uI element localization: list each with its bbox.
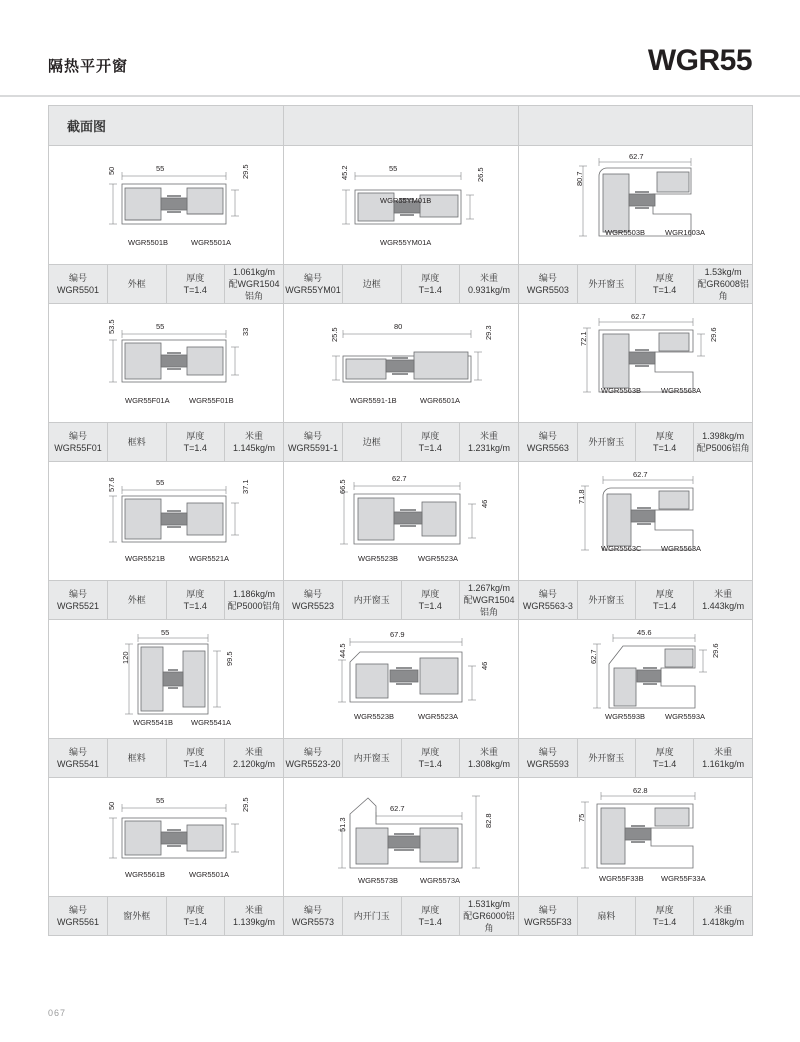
part-label-r5c3-1: WGR55F33B [599, 874, 644, 883]
dim-left-r5c1: 50 [107, 801, 116, 810]
spec-thick-r2c3: 厚度 T=1.4 [636, 423, 694, 461]
spec-weight-r3c3: 米重 1.443kg/m [694, 581, 752, 619]
dim-left-r5c2: 51.3 [338, 817, 347, 832]
spec-type-r1c3: 外开窗玉 [577, 265, 635, 303]
dim-width-r1c1: 55 [156, 164, 165, 173]
part-label-r2c3-2: WGR5563A [661, 386, 702, 395]
dim-width-r5c2: 62.7 [390, 804, 405, 813]
dim-left-r3c3: 71.8 [577, 489, 586, 504]
spec-code-r3c3: 编号 WGR5563-3 [519, 581, 577, 619]
dim-right-r2c3: 29.6 [709, 327, 718, 342]
spec-type-r1c1: 外框 [108, 265, 167, 303]
part-label-r4c1-1: WGR5541B [133, 718, 174, 727]
part-label-r4c3-1: WGR5593B [605, 712, 646, 721]
spec-type-r3c3: 外开窗玉 [577, 581, 635, 619]
spec-weight-r1c2: 米重 0.931kg/m [460, 265, 519, 303]
spec-weight-r5c1: 米重 1.139kg/m [225, 897, 284, 935]
band-label: 截面图 [49, 106, 284, 146]
part-label-r3c1-2: WGR5521A [189, 554, 230, 563]
spec-row-5 [49, 897, 753, 936]
profile-drawing-r3c1 [49, 462, 284, 581]
page-title: 隔热平开窗 [48, 58, 129, 75]
profile-drawing-r1c2 [284, 146, 519, 265]
profile-drawing-r4c3 [519, 620, 753, 739]
profile-drawing-r5c2 [284, 778, 519, 897]
spec-thick-r2c1: 厚度 T=1.4 [166, 423, 225, 461]
dim-left-r1c1: 50 [107, 166, 116, 175]
profile-drawing-r5c1 [49, 778, 284, 897]
spec-code-r5c1: 编号 WGR5561 [49, 897, 108, 935]
spec-code-r5c2: 编号 WGR5573 [284, 897, 343, 935]
dim-left-r3c1: 57.6 [107, 477, 116, 492]
spec-weight-r3c2: 1.267kg/m 配WGR1504铝角 [460, 581, 519, 619]
dim-width-r4c2: 67.9 [390, 630, 405, 639]
dim-right-r4c3: 29.6 [711, 643, 720, 658]
drawing-row-2 [49, 304, 753, 423]
spec-weight-r4c1: 米重 2.120kg/m [225, 739, 284, 777]
spec-code-r1c2: 编号 WGR55YM01 [284, 265, 343, 303]
profile-drawing-r1c1 [49, 146, 284, 265]
spec-type-r2c2: 边框 [343, 423, 402, 461]
spec-row-4 [49, 739, 753, 778]
dim-right-r4c2: 46 [480, 661, 489, 670]
spec-weight-r3c1: 1.186kg/m 配P5000铝角 [225, 581, 284, 619]
spec-code-r2c2: 编号 WGR5591-1 [284, 423, 343, 461]
spec-code-r2c1: 编号 WGR55F01 [49, 423, 108, 461]
spec-type-r3c2: 内开窗玉 [343, 581, 402, 619]
dim-width-r1c2: 55 [389, 164, 398, 173]
part-label-r5c2-2: WGR5573A [420, 876, 461, 885]
part-label-r1c3-2: WGR1603A [665, 228, 706, 237]
dim-left-r2c2: 25.5 [330, 327, 339, 342]
dim-width-r4c3: 45.6 [637, 628, 652, 637]
spec-type-r2c1: 框料 [108, 423, 167, 461]
header-divider [0, 95, 800, 97]
spec-thick-r1c3: 厚度 T=1.4 [636, 265, 694, 303]
part-label-r3c2-1: WGR5523B [358, 554, 399, 563]
dim-left-r3c2: 66.5 [338, 479, 347, 494]
spec-type-r5c1: 窗外框 [108, 897, 167, 935]
part-label-r5c1-2: WGR5501A [189, 870, 230, 879]
dim-width-r2c1: 55 [156, 322, 165, 331]
drawing-row-3 [49, 462, 753, 581]
spec-type-r3c1: 外框 [108, 581, 167, 619]
spec-type-r2c3: 外开窗玉 [577, 423, 635, 461]
band-empty-2 [519, 106, 753, 146]
dim-right-r1c2: 26.5 [476, 167, 485, 182]
dim-width-r3c1: 55 [156, 478, 165, 487]
spec-code-r4c2: 编号 WGR5523-20 [284, 739, 343, 777]
spec-code-r4c1: 编号 WGR5541 [49, 739, 108, 777]
spec-thick-r1c2: 厚度 T=1.4 [401, 265, 460, 303]
part-label-r1c2-2: WGR55YM01A [380, 238, 432, 247]
dim-right-r3c1: 37.1 [241, 479, 250, 494]
spec-weight-r2c3: 1.398kg/m 配P5006铝角 [694, 423, 752, 461]
part-label-r4c2-1: WGR5523B [354, 712, 395, 721]
dim-left-r4c2: 44.5 [338, 643, 347, 658]
dim-left-r1c2: 45.2 [340, 165, 349, 180]
profile-drawing-r1c3 [519, 146, 753, 265]
dim-right-r5c1: 29.5 [241, 797, 250, 812]
spec-thick-r3c1: 厚度 T=1.4 [166, 581, 225, 619]
spec-row-2 [49, 423, 753, 462]
spec-thick-r5c2: 厚度 T=1.4 [401, 897, 460, 935]
profile-table [48, 105, 753, 936]
spec-weight-r2c2: 米重 1.231kg/m [460, 423, 519, 461]
part-label-r1c1-1: WGR5501B [128, 238, 169, 247]
spec-weight-r5c2: 1.531kg/m 配GR6000铝角 [460, 897, 519, 935]
spec-type-r4c2: 内开窗玉 [343, 739, 402, 777]
dim-width-r3c2: 62.7 [392, 474, 407, 483]
spec-type-r5c3: 扇料 [577, 897, 635, 935]
dim-right-r4c1: 99.5 [225, 651, 234, 666]
dim-width-r4c1: 55 [161, 628, 170, 637]
part-label-r5c3-2: WGR55F33A [661, 874, 706, 883]
page-number: 067 [48, 1008, 67, 1018]
spec-weight-r5c3: 米重 1.418kg/m [694, 897, 752, 935]
dim-left-r5c3: 75 [577, 813, 586, 822]
dim-right-r2c2: 29.3 [484, 325, 493, 340]
part-label-r5c1-1: WGR5561B [125, 870, 166, 879]
part-label-r2c2-2: WGR6501A [420, 396, 461, 405]
profile-drawing-r2c3 [519, 304, 753, 423]
band-empty-1 [284, 106, 519, 146]
spec-type-r5c2: 内开门玉 [343, 897, 402, 935]
part-label-r2c1-1: WGR55F01A [125, 396, 170, 405]
spec-weight-r1c3: 1.53kg/m 配GR6008铝角 [694, 265, 752, 303]
dim-width-r2c3: 62.7 [631, 312, 646, 321]
dim-width-r5c3: 62.8 [633, 786, 648, 795]
spec-thick-r1c1: 厚度 T=1.4 [166, 265, 225, 303]
spec-weight-r4c2: 米重 1.308kg/m [460, 739, 519, 777]
part-label-r3c3-2: WGR5563A [661, 544, 702, 553]
dim-right-r1c1: 29.5 [241, 164, 250, 179]
table-band-header [49, 106, 753, 146]
spec-thick-r4c2: 厚度 T=1.4 [401, 739, 460, 777]
part-label-r1c2-1: WGR55YM01B [380, 196, 432, 205]
spec-code-r5c3: 编号 WGR55F33 [519, 897, 577, 935]
spec-code-r2c3: 编号 WGR5563 [519, 423, 577, 461]
spec-code-r1c1: 编号 WGR5501 [49, 265, 108, 303]
spec-type-r4c3: 外开窗玉 [577, 739, 635, 777]
series-code: WGR55 [647, 44, 752, 77]
part-label-r1c3-1: WGR5503B [605, 228, 646, 237]
dim-width-r1c3: 62.7 [629, 152, 644, 161]
spec-weight-r2c1: 米重 1.145kg/m [225, 423, 284, 461]
profile-drawing-r5c3 [519, 778, 753, 897]
drawing-row-4 [49, 620, 753, 739]
dim-right-r3c2: 46 [480, 499, 489, 508]
part-label-r1c1-2: WGR5501A [191, 238, 232, 247]
dim-left-r1c3: 80.7 [575, 171, 584, 186]
dim-width-r3c3: 62.7 [633, 470, 648, 479]
spec-code-r3c2: 编号 WGR5523 [284, 581, 343, 619]
dim-left-r2c3: 72.1 [579, 331, 588, 346]
spec-thick-r2c2: 厚度 T=1.4 [401, 423, 460, 461]
spec-thick-r4c3: 厚度 T=1.4 [636, 739, 694, 777]
spec-code-r3c1: 编号 WGR5521 [49, 581, 108, 619]
spec-type-r4c1: 框料 [108, 739, 167, 777]
spec-type-r1c2: 边框 [343, 265, 402, 303]
profile-drawing-r4c1 [49, 620, 284, 739]
spec-thick-r3c2: 厚度 T=1.4 [401, 581, 460, 619]
spec-row-3 [49, 581, 753, 620]
spec-code-r4c3: 编号 WGR5593 [519, 739, 577, 777]
part-label-r3c2-2: WGR5523A [418, 554, 459, 563]
spec-row-1 [49, 265, 753, 304]
part-label-r2c3-1: WGR5563B [601, 386, 642, 395]
dim-right-r5c2: 82.8 [484, 813, 493, 828]
part-label-r3c1-1: WGR5521B [125, 554, 166, 563]
dim-width-r5c1: 55 [156, 796, 165, 805]
spec-weight-r1c1: 1.061kg/m 配WGR1504铝角 [225, 265, 284, 303]
part-label-r4c1-2: WGR5541A [191, 718, 232, 727]
spec-thick-r5c3: 厚度 T=1.4 [636, 897, 694, 935]
profile-drawing-r3c3 [519, 462, 753, 581]
spec-thick-r3c3: 厚度 T=1.4 [636, 581, 694, 619]
spec-weight-r4c3: 米重 1.161kg/m [694, 739, 752, 777]
dim-left-r4c1: 120 [121, 651, 130, 664]
drawing-row-5 [49, 778, 753, 897]
part-label-r3c3-1: WGR5563C [601, 544, 642, 553]
part-label-r2c2-1: WGR5591-1B [350, 396, 397, 405]
dim-left-r4c3: 62.7 [589, 649, 598, 664]
spec-thick-r5c1: 厚度 T=1.4 [166, 897, 225, 935]
profile-drawing-r3c2 [284, 462, 519, 581]
profile-drawing-r2c1 [49, 304, 284, 423]
dim-left-r2c1: 53.5 [107, 319, 116, 334]
spec-code-r1c3: 编号 WGR5503 [519, 265, 577, 303]
spec-thick-r4c1: 厚度 T=1.4 [166, 739, 225, 777]
profile-drawing-r2c2 [284, 304, 519, 423]
part-label-r4c2-2: WGR5523A [418, 712, 459, 721]
dim-width-r2c2: 80 [394, 322, 403, 331]
profile-drawing-r4c2 [284, 620, 519, 739]
part-label-r4c3-2: WGR5593A [665, 712, 706, 721]
dim-right-r2c1: 33 [241, 327, 250, 336]
page-header [0, 0, 800, 96]
drawing-row-1 [49, 146, 753, 265]
part-label-r2c1-2: WGR55F01B [189, 396, 234, 405]
part-label-r5c2-1: WGR5573B [358, 876, 399, 885]
